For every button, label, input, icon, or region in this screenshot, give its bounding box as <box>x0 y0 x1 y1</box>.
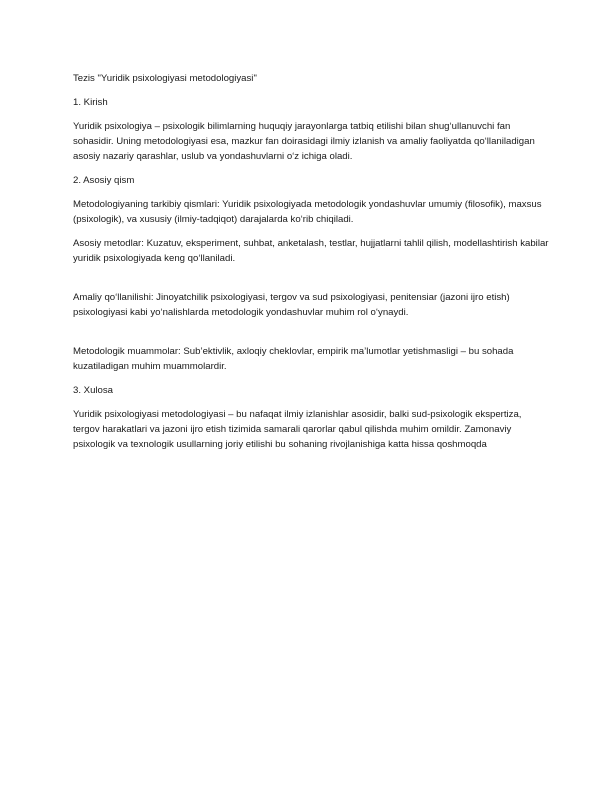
section-heading-kirish: 1. Kirish <box>73 97 108 108</box>
document-title: Tezis "Yuridik psixologiyasi metodologiyasi" <box>73 73 257 84</box>
paragraph-asosiy-metodlar: Asosiy metodlar: Kuzatuv, eksperiment, suhbat, anketalash, testlar, hujjatlarni tahlil qilish, modellashtirish kabilar yuridik psixologiyada keng qo‘llaniladi. <box>73 238 549 264</box>
paragraph-amaliy-qollanilishi: Amaliy qo‘llanilishi: Jinoyatchilik psixologiyasi, tergov va sud psixologiyasi, penitensiar (jazoni ijro etish) psixologiyasi kabi yo‘nalishlarda metodologik yondashuvlar muhim rol o‘ynaydi. <box>73 292 510 318</box>
section-heading-xulosa: 3. Xulosa <box>73 385 114 396</box>
section-heading-asosiy-qism: 2. Asosiy qism <box>73 175 135 186</box>
paragraph-kirish: Yuridik psixologiya – psixologik bilimlarning huquqiy jarayonlarga tatbiq etilishi bilan shug‘ullanuvchi fan sohasidir. Uning metodologiyasi esa, mazkur fan doirasidagi ilmiy izlanish va amaliy faoliyatda qo‘llaniladigan asosiy nazariy qarashlar, uslub va yondashuvlarni o‘z ichiga oladi. <box>73 121 535 162</box>
paragraph-metodologik-muammolar: Metodologik muammolar: Sub’ektivlik, axloqiy cheklovlar, empirik ma’lumotlar yetishmasligi – bu sohada kuzatiladigan muhim muammolardir. <box>73 346 514 372</box>
document-body <box>73 71 549 452</box>
paragraph-xulosa: Yuridik psixologiyasi metodologiyasi – bu nafaqat ilmiy izlanishlar asosidir, balki sud-psixologik ekspertiza, tergov harakatlari va jazoni ijro etish tizimida samarali qarorlar qabul qilishda muhim omildir. Zamonaviy psixologik va texnologik usullarning joriy etilishi bu sohaning rivojlanishiga katta hissa qoshmoqda <box>73 409 522 450</box>
paragraph-metodologiya-qismlari: Metodologiyaning tarkibiy qismlari: Yuridik psixologiyada metodologik yondashuvlar umumiy (filosofik), maxsus (psixologik), va xususiy (ilmiy-tadqiqot) darajalarda ko‘rib chiqiladi. <box>73 199 542 225</box>
